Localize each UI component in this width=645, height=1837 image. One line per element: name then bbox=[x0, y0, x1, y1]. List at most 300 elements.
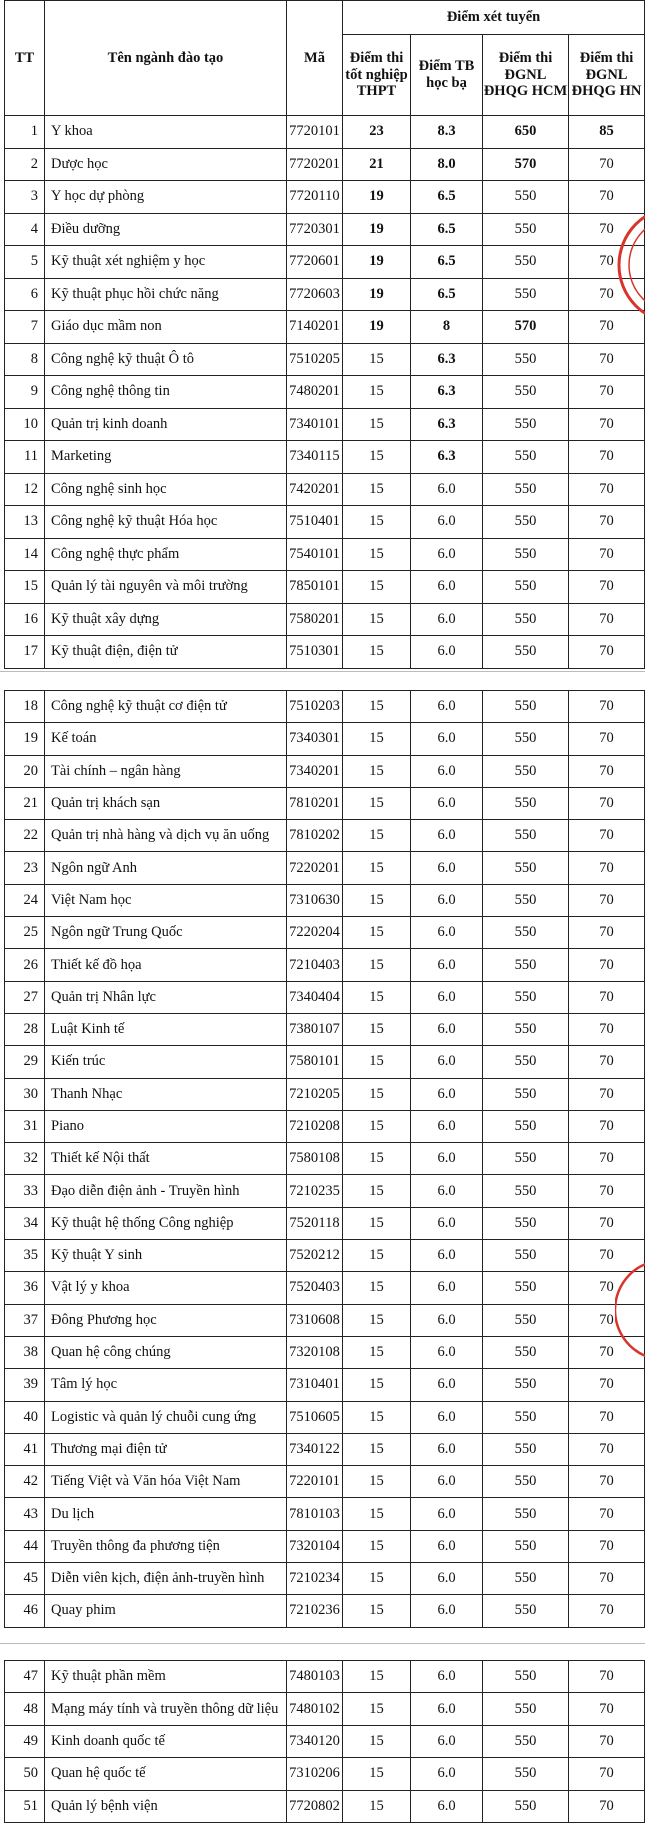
table-row bbox=[5, 603, 645, 636]
row-dgnl-hn-score: 70 bbox=[569, 278, 645, 311]
row-dgnl-hn-score: 70 bbox=[569, 1693, 645, 1725]
row-tbhb-score: 6.3 bbox=[411, 376, 483, 409]
row-tt: 33 bbox=[5, 1175, 45, 1207]
row-tbhb-score: 6.3 bbox=[411, 441, 483, 474]
row-thpt-score: 15 bbox=[343, 787, 411, 819]
row-tbhb-score: 6.0 bbox=[411, 1336, 483, 1368]
row-tbhb-score: 6.0 bbox=[411, 852, 483, 884]
row-tt: 17 bbox=[5, 636, 45, 669]
table-row bbox=[5, 1143, 645, 1175]
row-tt: 40 bbox=[5, 1401, 45, 1433]
row-thpt-score: 15 bbox=[343, 1110, 411, 1142]
table-row bbox=[5, 917, 645, 949]
row-tbhb-score: 6.0 bbox=[411, 981, 483, 1013]
row-program-name: Mạng máy tính và truyền thông dữ liệu bbox=[45, 1693, 287, 1725]
row-dgnl-hn-score: 70 bbox=[569, 1563, 645, 1595]
row-code: 7420201 bbox=[287, 473, 343, 506]
row-tbhb-score: 8.0 bbox=[411, 148, 483, 181]
table-row bbox=[5, 981, 645, 1013]
row-tt: 38 bbox=[5, 1336, 45, 1368]
row-tbhb-score: 6.5 bbox=[411, 278, 483, 311]
row-dgnl-hn-score: 70 bbox=[569, 1078, 645, 1110]
row-dgnl-hn-score: 70 bbox=[569, 246, 645, 279]
row-thpt-score: 15 bbox=[343, 1693, 411, 1725]
row-code: 7510401 bbox=[287, 506, 343, 539]
row-program-name: Kỹ thuật xét nghiệm y học bbox=[45, 246, 287, 279]
row-tt: 39 bbox=[5, 1369, 45, 1401]
row-program-name: Giáo dục mầm non bbox=[45, 311, 287, 344]
row-code: 7210205 bbox=[287, 1078, 343, 1110]
row-tt: 13 bbox=[5, 506, 45, 539]
row-program-name: Đông Phương học bbox=[45, 1304, 287, 1336]
row-thpt-score: 15 bbox=[343, 820, 411, 852]
row-dgnl-hn-score: 70 bbox=[569, 603, 645, 636]
row-program-name: Công nghệ thông tin bbox=[45, 376, 287, 409]
row-dgnl-hn-score: 70 bbox=[569, 408, 645, 441]
row-tt: 47 bbox=[5, 1661, 45, 1693]
row-program-name: Việt Nam học bbox=[45, 884, 287, 916]
row-tt: 31 bbox=[5, 1110, 45, 1142]
row-tbhb-score: 6.0 bbox=[411, 1207, 483, 1239]
row-tt: 50 bbox=[5, 1758, 45, 1790]
admission-table-part2 bbox=[4, 690, 645, 1628]
row-tt: 29 bbox=[5, 1046, 45, 1078]
row-tt: 28 bbox=[5, 1013, 45, 1045]
row-dgnl-hcm-score: 550 bbox=[483, 884, 569, 916]
header-dgnl-hcm: Điểm thi ĐGNL ĐHQG HCM bbox=[483, 35, 569, 116]
row-thpt-score: 15 bbox=[343, 1078, 411, 1110]
row-thpt-score: 15 bbox=[343, 441, 411, 474]
row-dgnl-hcm-score: 550 bbox=[483, 1207, 569, 1239]
row-dgnl-hcm-score: 550 bbox=[483, 1433, 569, 1465]
row-tbhb-score: 6.0 bbox=[411, 1272, 483, 1304]
row-dgnl-hcm-score: 550 bbox=[483, 441, 569, 474]
row-program-name: Piano bbox=[45, 1110, 287, 1142]
row-tt: 10 bbox=[5, 408, 45, 441]
row-tt: 15 bbox=[5, 571, 45, 604]
row-thpt-score: 15 bbox=[343, 1466, 411, 1498]
row-code: 7520212 bbox=[287, 1240, 343, 1272]
row-tbhb-score: 6.0 bbox=[411, 1661, 483, 1693]
row-program-name: Ngôn ngữ Anh bbox=[45, 852, 287, 884]
row-thpt-score: 15 bbox=[343, 1175, 411, 1207]
row-thpt-score: 15 bbox=[343, 1304, 411, 1336]
row-tt: 42 bbox=[5, 1466, 45, 1498]
row-dgnl-hn-score: 70 bbox=[569, 441, 645, 474]
row-tbhb-score: 6.0 bbox=[411, 1175, 483, 1207]
row-tt: 19 bbox=[5, 723, 45, 755]
row-code: 7340101 bbox=[287, 408, 343, 441]
table-row bbox=[5, 376, 645, 409]
row-thpt-score: 15 bbox=[343, 884, 411, 916]
row-dgnl-hn-score: 70 bbox=[569, 1498, 645, 1530]
row-dgnl-hn-score: 70 bbox=[569, 148, 645, 181]
row-program-name: Quản lý tài nguyên và môi trường bbox=[45, 571, 287, 604]
row-code: 7720301 bbox=[287, 213, 343, 246]
row-tbhb-score: 6.0 bbox=[411, 1530, 483, 1562]
row-thpt-score: 15 bbox=[343, 981, 411, 1013]
row-tt: 21 bbox=[5, 787, 45, 819]
row-code: 7310401 bbox=[287, 1369, 343, 1401]
row-dgnl-hcm-score: 570 bbox=[483, 311, 569, 344]
row-tt: 36 bbox=[5, 1272, 45, 1304]
table-row bbox=[5, 1046, 645, 1078]
row-code: 7510301 bbox=[287, 636, 343, 669]
row-dgnl-hcm-score: 550 bbox=[483, 213, 569, 246]
row-program-name: Kỹ thuật phần mềm bbox=[45, 1661, 287, 1693]
row-thpt-score: 15 bbox=[343, 1758, 411, 1790]
row-code: 7520118 bbox=[287, 1207, 343, 1239]
row-tt: 4 bbox=[5, 213, 45, 246]
row-dgnl-hcm-score: 550 bbox=[483, 343, 569, 376]
row-dgnl-hn-score: 70 bbox=[569, 1466, 645, 1498]
table-body-part3 bbox=[5, 1661, 645, 1823]
row-dgnl-hcm-score: 550 bbox=[483, 571, 569, 604]
row-dgnl-hn-score: 70 bbox=[569, 311, 645, 344]
row-dgnl-hcm-score: 550 bbox=[483, 246, 569, 279]
table-row bbox=[5, 852, 645, 884]
row-tt: 14 bbox=[5, 538, 45, 571]
row-dgnl-hcm-score: 550 bbox=[483, 1110, 569, 1142]
row-tt: 27 bbox=[5, 981, 45, 1013]
table-row bbox=[5, 1595, 645, 1627]
row-thpt-score: 15 bbox=[343, 1563, 411, 1595]
row-tt: 24 bbox=[5, 884, 45, 916]
row-tbhb-score: 6.5 bbox=[411, 213, 483, 246]
table-row bbox=[5, 1498, 645, 1530]
row-code: 7220204 bbox=[287, 917, 343, 949]
row-dgnl-hcm-score: 550 bbox=[483, 1013, 569, 1045]
row-dgnl-hn-score: 70 bbox=[569, 691, 645, 723]
row-tbhb-score: 6.0 bbox=[411, 787, 483, 819]
row-program-name: Y học dự phòng bbox=[45, 181, 287, 214]
row-dgnl-hn-score: 70 bbox=[569, 852, 645, 884]
row-dgnl-hn-score: 70 bbox=[569, 1013, 645, 1045]
row-dgnl-hn-score: 70 bbox=[569, 1046, 645, 1078]
row-tt: 51 bbox=[5, 1790, 45, 1822]
table-row bbox=[5, 884, 645, 916]
row-code: 7720101 bbox=[287, 116, 343, 149]
table-row bbox=[5, 311, 645, 344]
row-dgnl-hn-score: 70 bbox=[569, 538, 645, 571]
row-code: 7720201 bbox=[287, 148, 343, 181]
row-program-name: Công nghệ sinh học bbox=[45, 473, 287, 506]
row-code: 7220101 bbox=[287, 1466, 343, 1498]
row-program-name: Logistic và quản lý chuỗi cung ứng bbox=[45, 1401, 287, 1433]
row-tbhb-score: 6.0 bbox=[411, 1013, 483, 1045]
row-dgnl-hn-score: 70 bbox=[569, 1530, 645, 1562]
row-dgnl-hn-score: 70 bbox=[569, 1401, 645, 1433]
row-code: 7520403 bbox=[287, 1272, 343, 1304]
header-tt: TT bbox=[5, 1, 45, 116]
row-program-name: Quan hệ công chúng bbox=[45, 1336, 287, 1368]
row-dgnl-hn-score: 70 bbox=[569, 506, 645, 539]
row-tt: 41 bbox=[5, 1433, 45, 1465]
table-row bbox=[5, 116, 645, 149]
row-dgnl-hcm-score: 550 bbox=[483, 1336, 569, 1368]
row-dgnl-hcm-score: 550 bbox=[483, 787, 569, 819]
row-dgnl-hcm-score: 550 bbox=[483, 691, 569, 723]
table-row bbox=[5, 1013, 645, 1045]
row-dgnl-hcm-score: 550 bbox=[483, 949, 569, 981]
row-dgnl-hn-score: 70 bbox=[569, 343, 645, 376]
table-row bbox=[5, 1790, 645, 1822]
table-row bbox=[5, 755, 645, 787]
row-thpt-score: 15 bbox=[343, 1143, 411, 1175]
row-tt: 48 bbox=[5, 1693, 45, 1725]
row-code: 7810103 bbox=[287, 1498, 343, 1530]
row-dgnl-hn-score: 70 bbox=[569, 1433, 645, 1465]
row-dgnl-hn-score: 70 bbox=[569, 181, 645, 214]
table-row bbox=[5, 473, 645, 506]
row-thpt-score: 15 bbox=[343, 343, 411, 376]
table-row bbox=[5, 1336, 645, 1368]
table-row bbox=[5, 636, 645, 669]
row-tbhb-score: 6.0 bbox=[411, 755, 483, 787]
row-tbhb-score: 6.3 bbox=[411, 343, 483, 376]
row-dgnl-hcm-score: 550 bbox=[483, 1758, 569, 1790]
row-thpt-score: 15 bbox=[343, 1272, 411, 1304]
row-tbhb-score: 6.0 bbox=[411, 473, 483, 506]
row-dgnl-hn-score: 70 bbox=[569, 636, 645, 669]
row-thpt-score: 19 bbox=[343, 181, 411, 214]
row-thpt-score: 15 bbox=[343, 1013, 411, 1045]
page-divider bbox=[0, 671, 645, 672]
row-tt: 6 bbox=[5, 278, 45, 311]
row-tbhb-score: 6.0 bbox=[411, 506, 483, 539]
row-tt: 16 bbox=[5, 603, 45, 636]
table-row bbox=[5, 571, 645, 604]
row-code: 7510205 bbox=[287, 343, 343, 376]
row-dgnl-hcm-score: 550 bbox=[483, 1595, 569, 1627]
row-tbhb-score: 6.0 bbox=[411, 1401, 483, 1433]
table-row bbox=[5, 820, 645, 852]
row-dgnl-hcm-score: 550 bbox=[483, 1304, 569, 1336]
row-tt: 30 bbox=[5, 1078, 45, 1110]
table-row bbox=[5, 787, 645, 819]
row-thpt-score: 15 bbox=[343, 1336, 411, 1368]
row-program-name: Tiếng Việt và Văn hóa Việt Nam bbox=[45, 1466, 287, 1498]
row-code: 7320108 bbox=[287, 1336, 343, 1368]
row-dgnl-hn-score: 70 bbox=[569, 1336, 645, 1368]
table-row bbox=[5, 1175, 645, 1207]
row-dgnl-hn-score: 70 bbox=[569, 1110, 645, 1142]
row-dgnl-hn-score: 70 bbox=[569, 1272, 645, 1304]
row-tbhb-score: 6.0 bbox=[411, 1078, 483, 1110]
row-tt: 43 bbox=[5, 1498, 45, 1530]
row-dgnl-hcm-score: 550 bbox=[483, 506, 569, 539]
table-body-part1 bbox=[5, 116, 645, 669]
row-tt: 22 bbox=[5, 820, 45, 852]
row-dgnl-hcm-score: 570 bbox=[483, 148, 569, 181]
row-program-name: Quản trị Nhân lực bbox=[45, 981, 287, 1013]
row-dgnl-hcm-score: 550 bbox=[483, 278, 569, 311]
row-tt: 7 bbox=[5, 311, 45, 344]
table-row bbox=[5, 1240, 645, 1272]
row-tt: 46 bbox=[5, 1595, 45, 1627]
table-row bbox=[5, 949, 645, 981]
row-tbhb-score: 6.0 bbox=[411, 949, 483, 981]
row-program-name: Kỹ thuật điện, điện tử bbox=[45, 636, 287, 669]
table-row bbox=[5, 278, 645, 311]
header-score-group: Điểm xét tuyển bbox=[343, 1, 645, 35]
row-code: 7340404 bbox=[287, 981, 343, 1013]
row-tbhb-score: 6.0 bbox=[411, 820, 483, 852]
row-dgnl-hcm-score: 550 bbox=[483, 408, 569, 441]
admission-table-part3 bbox=[4, 1660, 645, 1823]
row-dgnl-hn-score: 70 bbox=[569, 884, 645, 916]
row-tbhb-score: 6.0 bbox=[411, 1110, 483, 1142]
row-thpt-score: 21 bbox=[343, 148, 411, 181]
row-program-name: Quản lý bệnh viện bbox=[45, 1790, 287, 1822]
row-dgnl-hcm-score: 550 bbox=[483, 1466, 569, 1498]
row-thpt-score: 19 bbox=[343, 278, 411, 311]
table-row bbox=[5, 1369, 645, 1401]
row-tt: 8 bbox=[5, 343, 45, 376]
row-tt: 18 bbox=[5, 691, 45, 723]
row-thpt-score: 15 bbox=[343, 473, 411, 506]
row-code: 7540101 bbox=[287, 538, 343, 571]
table-row bbox=[5, 343, 645, 376]
row-program-name: Dược học bbox=[45, 148, 287, 181]
header-dgnl-hn: Điểm thi ĐGNL ĐHQG HN bbox=[569, 35, 645, 116]
row-thpt-score: 15 bbox=[343, 949, 411, 981]
row-thpt-score: 15 bbox=[343, 755, 411, 787]
row-dgnl-hn-score: 70 bbox=[569, 1175, 645, 1207]
row-tt: 25 bbox=[5, 917, 45, 949]
row-code: 7210403 bbox=[287, 949, 343, 981]
row-tbhb-score: 6.5 bbox=[411, 246, 483, 279]
row-tt: 20 bbox=[5, 755, 45, 787]
row-program-name: Công nghệ kỹ thuật Hóa học bbox=[45, 506, 287, 539]
admission-table-part1 bbox=[4, 0, 645, 669]
row-tbhb-score: 6.0 bbox=[411, 571, 483, 604]
row-code: 7310608 bbox=[287, 1304, 343, 1336]
row-tbhb-score: 6.0 bbox=[411, 603, 483, 636]
row-thpt-score: 19 bbox=[343, 246, 411, 279]
row-tt: 49 bbox=[5, 1725, 45, 1757]
row-thpt-score: 15 bbox=[343, 1661, 411, 1693]
row-code: 7140201 bbox=[287, 311, 343, 344]
row-dgnl-hn-score: 85 bbox=[569, 116, 645, 149]
row-dgnl-hn-score: 70 bbox=[569, 755, 645, 787]
row-dgnl-hcm-score: 550 bbox=[483, 1272, 569, 1304]
row-tt: 3 bbox=[5, 181, 45, 214]
row-dgnl-hcm-score: 550 bbox=[483, 603, 569, 636]
row-thpt-score: 15 bbox=[343, 408, 411, 441]
table-row bbox=[5, 538, 645, 571]
row-dgnl-hcm-score: 550 bbox=[483, 820, 569, 852]
row-program-name: Đạo diễn điện ảnh - Truyền hình bbox=[45, 1175, 287, 1207]
row-dgnl-hn-score: 70 bbox=[569, 571, 645, 604]
row-code: 7340115 bbox=[287, 441, 343, 474]
row-dgnl-hn-score: 70 bbox=[569, 376, 645, 409]
row-dgnl-hcm-score: 550 bbox=[483, 1078, 569, 1110]
row-dgnl-hcm-score: 550 bbox=[483, 473, 569, 506]
row-thpt-score: 15 bbox=[343, 538, 411, 571]
row-tbhb-score: 6.0 bbox=[411, 1595, 483, 1627]
row-tbhb-score: 6.0 bbox=[411, 1304, 483, 1336]
row-code: 7480103 bbox=[287, 1661, 343, 1693]
row-tt: 12 bbox=[5, 473, 45, 506]
table-row bbox=[5, 246, 645, 279]
row-dgnl-hcm-score: 550 bbox=[483, 1240, 569, 1272]
row-dgnl-hn-score: 70 bbox=[569, 1143, 645, 1175]
row-dgnl-hn-score: 70 bbox=[569, 1207, 645, 1239]
table-row bbox=[5, 1466, 645, 1498]
row-dgnl-hcm-score: 550 bbox=[483, 376, 569, 409]
row-code: 7510605 bbox=[287, 1401, 343, 1433]
row-program-name: Vật lý y khoa bbox=[45, 1272, 287, 1304]
row-tbhb-score: 6.0 bbox=[411, 917, 483, 949]
row-program-name: Du lịch bbox=[45, 1498, 287, 1530]
table-row bbox=[5, 1693, 645, 1725]
row-program-name: Điều dưỡng bbox=[45, 213, 287, 246]
row-dgnl-hcm-score: 550 bbox=[483, 1175, 569, 1207]
row-code: 7720603 bbox=[287, 278, 343, 311]
table-row bbox=[5, 691, 645, 723]
row-thpt-score: 15 bbox=[343, 376, 411, 409]
row-dgnl-hn-score: 70 bbox=[569, 1240, 645, 1272]
row-program-name: Công nghệ thực phẩm bbox=[45, 538, 287, 571]
row-program-name: Quản trị nhà hàng và dịch vụ ăn uống bbox=[45, 820, 287, 852]
table-row bbox=[5, 1078, 645, 1110]
row-code: 7210208 bbox=[287, 1110, 343, 1142]
row-code: 7310206 bbox=[287, 1758, 343, 1790]
row-dgnl-hcm-score: 550 bbox=[483, 1046, 569, 1078]
row-tt: 44 bbox=[5, 1530, 45, 1562]
table-row bbox=[5, 1110, 645, 1142]
row-dgnl-hcm-score: 550 bbox=[483, 636, 569, 669]
row-tbhb-score: 6.0 bbox=[411, 1369, 483, 1401]
header-tbhb: Điểm TB học bạ bbox=[411, 35, 483, 116]
row-code: 7480102 bbox=[287, 1693, 343, 1725]
row-program-name: Kỹ thuật Y sinh bbox=[45, 1240, 287, 1272]
row-thpt-score: 15 bbox=[343, 852, 411, 884]
table-row bbox=[5, 723, 645, 755]
row-dgnl-hcm-score: 550 bbox=[483, 723, 569, 755]
row-dgnl-hn-score: 70 bbox=[569, 949, 645, 981]
row-dgnl-hn-score: 70 bbox=[569, 820, 645, 852]
row-tbhb-score: 6.0 bbox=[411, 1240, 483, 1272]
row-tbhb-score: 6.0 bbox=[411, 1143, 483, 1175]
row-tbhb-score: 6.0 bbox=[411, 636, 483, 669]
row-tbhb-score: 6.0 bbox=[411, 538, 483, 571]
row-dgnl-hn-score: 70 bbox=[569, 1304, 645, 1336]
row-program-name: Quản trị khách sạn bbox=[45, 787, 287, 819]
row-tbhb-score: 6.5 bbox=[411, 181, 483, 214]
table-row bbox=[5, 213, 645, 246]
row-tt: 32 bbox=[5, 1143, 45, 1175]
table-row bbox=[5, 1207, 645, 1239]
row-code: 7810202 bbox=[287, 820, 343, 852]
table-row bbox=[5, 506, 645, 539]
row-code: 7580108 bbox=[287, 1143, 343, 1175]
row-program-name: Ngôn ngữ Trung Quốc bbox=[45, 917, 287, 949]
row-code: 7310630 bbox=[287, 884, 343, 916]
row-tbhb-score: 6.0 bbox=[411, 723, 483, 755]
row-tt: 5 bbox=[5, 246, 45, 279]
row-tt: 26 bbox=[5, 949, 45, 981]
row-program-name: Kinh doanh quốc tế bbox=[45, 1725, 287, 1757]
row-program-name: Luật Kinh tế bbox=[45, 1013, 287, 1045]
row-thpt-score: 15 bbox=[343, 723, 411, 755]
row-code: 7720110 bbox=[287, 181, 343, 214]
row-tbhb-score: 6.0 bbox=[411, 1693, 483, 1725]
row-dgnl-hcm-score: 650 bbox=[483, 116, 569, 149]
row-dgnl-hn-score: 70 bbox=[569, 1369, 645, 1401]
row-thpt-score: 15 bbox=[343, 1725, 411, 1757]
